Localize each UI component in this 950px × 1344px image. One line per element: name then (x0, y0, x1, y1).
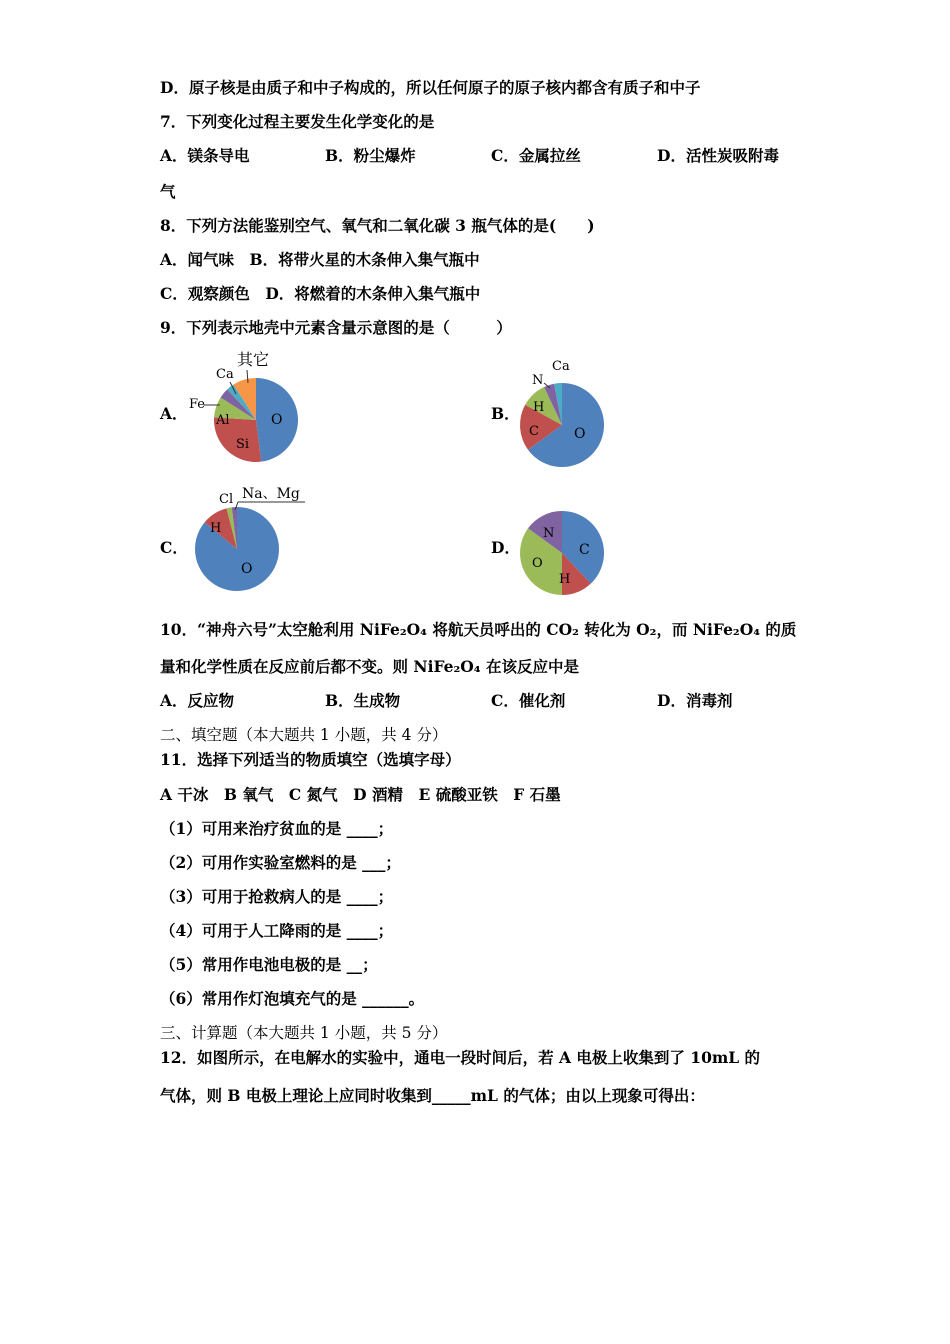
pie-d-label-o: O (532, 556, 543, 571)
q10-option-b: B．生成物 (325, 691, 401, 710)
q11-choices: A 干冰 B 氧气 C 氮气 D 酒精 E 硫酸亚铁 F 石墨 (160, 785, 561, 804)
q7-option-d: D．活性炭吸附毒 (657, 146, 779, 165)
q10-option-d: D．消毒剂 (657, 691, 733, 710)
q12-stem-line1: 12．如图所示，在电解水的实验中，通电一段时间后，若 A 电极上收集到了 10mL 的 (160, 1048, 761, 1067)
pie-a-label-al: Al (216, 413, 230, 428)
pie-a-label-other: 其它 (237, 350, 270, 369)
q7-option-b: B．粉尘爆炸 (325, 146, 416, 165)
q8-stem: 8．下列方法能鉴别空气、氧气和二氧化碳 3 瓶气体的是( ) (160, 216, 595, 235)
pie-d-label-n: N (543, 526, 555, 541)
q7-option-c: C．金属拉丝 (491, 146, 581, 165)
q12-stem-line2: 气体，则 B 电极上理论上应同时收集到_____mL 的气体；由以上现象可得出： (160, 1086, 705, 1105)
pie-c-label-h: H (210, 521, 222, 536)
q9-stem: 9．下列表示地壳中元素含量示意图的是（ ） (160, 318, 512, 337)
q9-label-c: C． (160, 538, 188, 557)
pie-chart-b (512, 355, 622, 470)
pie-b-label-h: H (533, 400, 545, 415)
q7-option-d-wrap: 气 (160, 182, 176, 201)
q11-stem: 11．选择下列适当的物质填空（选填字母） (160, 750, 461, 769)
q11-item-6: （6）常用作灯泡填充气的是 ______。 (160, 989, 425, 1008)
q9-label-d: D． (491, 538, 520, 557)
pie-b-label-o: O (574, 426, 586, 442)
pie-chart-d (512, 505, 612, 605)
pie-chart-c (190, 482, 320, 597)
q10-stem-line1: 10．“神舟六号”太空舱利用 NiFe₂O₄ 将航天员呼出的 CO₂ 转化为 O₂，而 NiFe₂O₄ 的质 (160, 620, 797, 639)
q6-option-d: D．原子核是由质子和中子构成的，所以任何原子的原子核内都含有质子和中子 (160, 78, 701, 97)
q10-stem-line2: 量和化学性质在反应前后都不变。则 NiFe₂O₄ 在该反应中是 (160, 657, 579, 676)
q7-stem: 7．下列变化过程主要发生化学变化的是 (160, 112, 435, 131)
q11-item-2: （2）可用作实验室燃料的是 ___； (160, 853, 401, 872)
q7-option-a: A．镁条导电 (160, 146, 250, 165)
pie-a-label-ca: Ca (216, 367, 234, 382)
pie-c-label-namg: Na、Mg (242, 486, 300, 502)
section-3-heading: 三、计算题（本大题共 1 小题，共 5 分） (160, 1024, 448, 1042)
section-2-heading: 二、填空题（本大题共 1 小题，共 4 分） (160, 726, 448, 744)
q9-label-b: B． (491, 404, 520, 423)
q8-options-line1: A．闻气味 B．将带火星的木条伸入集气瓶中 (160, 250, 480, 269)
pie-b-label-ca: Ca (552, 359, 570, 374)
q8-options-line2: C．观察颜色 D．将燃着的木条伸入集气瓶中 (160, 284, 481, 303)
q10-option-c: C．催化剂 (491, 691, 566, 710)
pie-b-label-c: C (529, 424, 539, 439)
pie-d-label-h: H (559, 572, 571, 587)
q11-item-1: （1）可用来治疗贫血的是 ____； (160, 819, 394, 838)
q11-item-4: （4）可用于人工降雨的是 ____； (160, 921, 394, 940)
q11-item-3: （3）可用于抢救病人的是 ____； (160, 887, 394, 906)
pie-chart-a (180, 350, 320, 470)
q11-item-5: （5）常用作电池电极的是 __； (160, 955, 378, 974)
pie-a-label-o: O (271, 412, 283, 428)
pie-a-label-si: Si (236, 437, 250, 452)
pie-c-label-cl: Cl (219, 492, 234, 507)
q9-label-a: A． (160, 404, 188, 423)
pie-b-label-n: N (532, 373, 544, 388)
q10-option-a: A．反应物 (160, 691, 235, 710)
pie-a-label-fe: Fe (189, 397, 206, 412)
pie-c-label-o: O (241, 561, 253, 577)
pie-d-label-c: C (579, 542, 590, 558)
